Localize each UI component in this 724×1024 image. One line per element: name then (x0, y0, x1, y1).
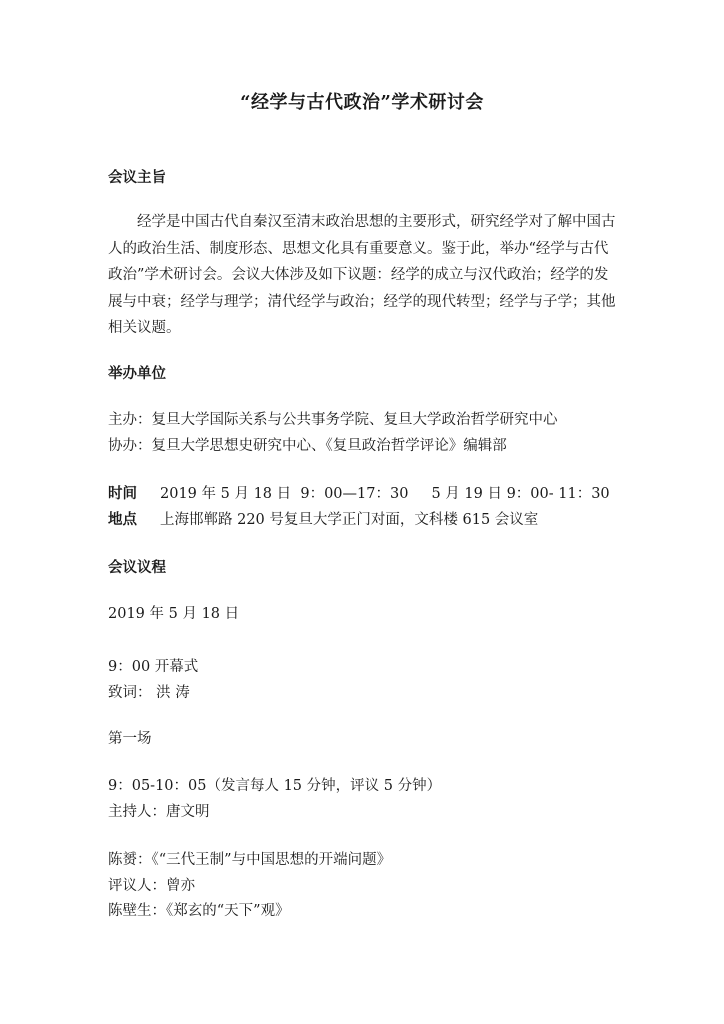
talk-2: 陈壁生：《郑玄的“天下”观》 (108, 903, 290, 919)
talk-1: 陈赟：《“三代王制”与中国思想的开端问题》 (108, 852, 392, 868)
agenda-date: 2019 年 5 月 18 日 (108, 606, 240, 622)
organizers-heading: 举办单位 (108, 365, 166, 382)
co-host-line: 协办：复旦大学思想史研究中心、《复旦政治哲学评论》编辑部 (108, 438, 507, 454)
location-line (108, 508, 538, 529)
location-value: 上海邯郸路 220 号复旦大学正门对面，文科楼 615 会议室 (160, 512, 539, 528)
host-line: 主办：复旦大学国际关系与公共事务学院、复旦大学政治哲学研究中心 (108, 412, 558, 428)
reviewer-1: 评议人：曾亦 (108, 878, 195, 894)
purpose-text: 经学是中国古代自秦汉至清末政治思想的主要形式，研究经学对了解中国古人的政治生活、制度形态、思想文化具有重要意义。鉴于此，举办“经学与古代政治”学术研讨会。会议大体涉及如下议题：经学的成立与汉代政治；经学的发展与中衰；经学与理学；清代经学与政治；经学的现代转型；经学与子学；其他相关议题。 (108, 214, 616, 336)
session-time: 9：05-10：05（发言每人 15 分钟，评议 5 分钟） (108, 778, 442, 794)
location-label: 地点 (108, 511, 137, 528)
purpose-heading: 会议主旨 (108, 169, 166, 186)
session-title: 第一场 (108, 731, 152, 747)
time-line (108, 482, 610, 503)
opening-time: 9：00 开幕式 (108, 659, 199, 675)
page-title: “经学与古代政治”学术研讨会 (240, 92, 484, 113)
agenda-heading: 会议议程 (108, 559, 166, 576)
session-host: 主持人：唐文明 (108, 804, 210, 820)
time-value: 2019 年 5 月 18 日 9：00—17：30 5 月 19 日 9：00- 11：30 (160, 486, 610, 502)
opening-speech: 致词： 洪 涛 (108, 685, 190, 701)
purpose-paragraph (108, 209, 620, 342)
time-label: 时间 (108, 485, 137, 502)
